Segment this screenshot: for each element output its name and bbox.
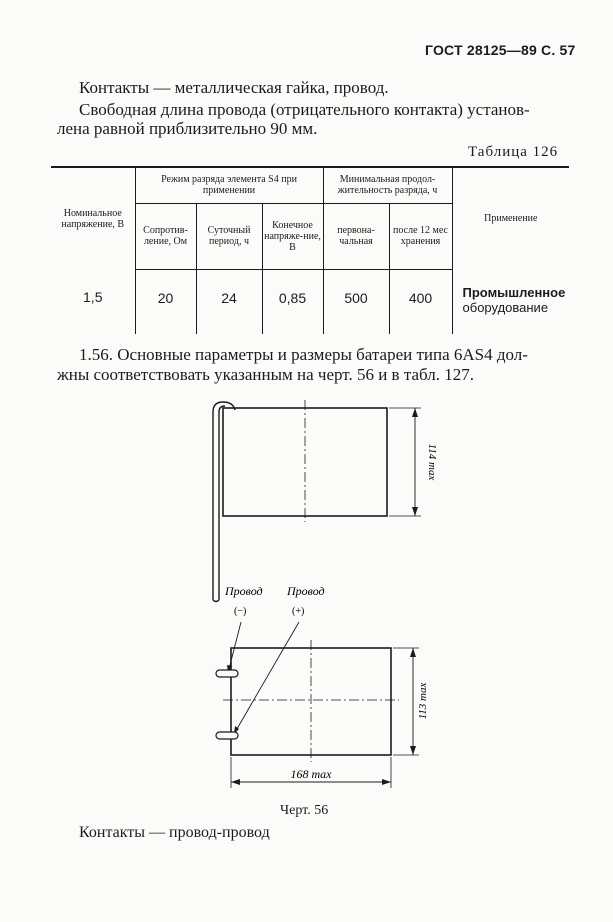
terminal-negative <box>216 670 238 677</box>
header-after-12-months: после 12 мес хранения <box>389 203 452 269</box>
terminal-positive <box>216 732 238 739</box>
wire-outer <box>213 402 235 600</box>
cell-initial: 500 <box>323 269 389 334</box>
table-126 <box>51 166 569 334</box>
cell-after-12: 400 <box>389 269 452 334</box>
section-text-2: жны соответствовать указанным на черт. 56 и в табл. 127. <box>57 365 474 384</box>
cell-application <box>452 269 569 334</box>
cell-final-voltage: 0,85 <box>262 269 323 334</box>
header-final-voltage: Конечное напряже-ние, В <box>262 203 323 269</box>
header-min-duration: Минимальная продол-жительность разряда, ч <box>323 167 452 203</box>
header-application: Применение <box>452 167 569 269</box>
wire-inner <box>219 406 225 600</box>
leader-positive <box>234 622 299 734</box>
dim-label-width: 168 max <box>290 767 332 781</box>
application-line-2: оборудование <box>462 300 549 315</box>
paragraph-wire-length-2: лена равной приблизительно 90 мм. <box>57 119 318 138</box>
footer-contacts-text: Контакты — провод-провод <box>79 824 270 841</box>
table-row <box>51 269 569 334</box>
drawing-56 <box>195 390 438 800</box>
paragraph-contacts: Контакты — металлическая гайка, провод. <box>79 78 389 97</box>
header-initial: первона-чальная <box>323 203 389 269</box>
drawing-caption: Черт. 56 <box>280 803 329 818</box>
header-resistance: Сопротив-ление, Ом <box>135 203 196 269</box>
header-nominal-voltage: Номинальное напряжение, В <box>51 167 135 269</box>
wire-negative-label: Провод <box>225 584 263 598</box>
application-line-1: Промышленное <box>462 285 566 300</box>
wire-positive-label: Провод <box>287 584 325 598</box>
dim-label-height-bottom: 113 max <box>417 682 429 720</box>
table-caption: Таблица 126 <box>468 144 559 160</box>
wire-positive-sign: (+) <box>292 606 305 617</box>
dim-label-height-top: 114 max <box>426 443 438 481</box>
cell-nominal: 1,5 <box>83 289 103 305</box>
paragraph-wire-length-1: Свободная длина провода (отрицательного контакта) установ- <box>79 100 530 119</box>
cell-resistance: 20 <box>135 269 196 334</box>
wire-negative-sign: (−) <box>234 606 247 617</box>
cell-daily: 24 <box>196 269 262 334</box>
header-discharge-mode: Режим разряда элемента S4 при применении <box>135 167 323 203</box>
header-daily-period: Суточный период, ч <box>196 203 262 269</box>
wire-end <box>213 600 219 602</box>
section-text-1: 1.56. Основные параметры и размеры батареи типа 6AS4 дол- <box>79 345 528 364</box>
page-header: ГОСТ 28125—89 С. 57 <box>425 42 576 58</box>
